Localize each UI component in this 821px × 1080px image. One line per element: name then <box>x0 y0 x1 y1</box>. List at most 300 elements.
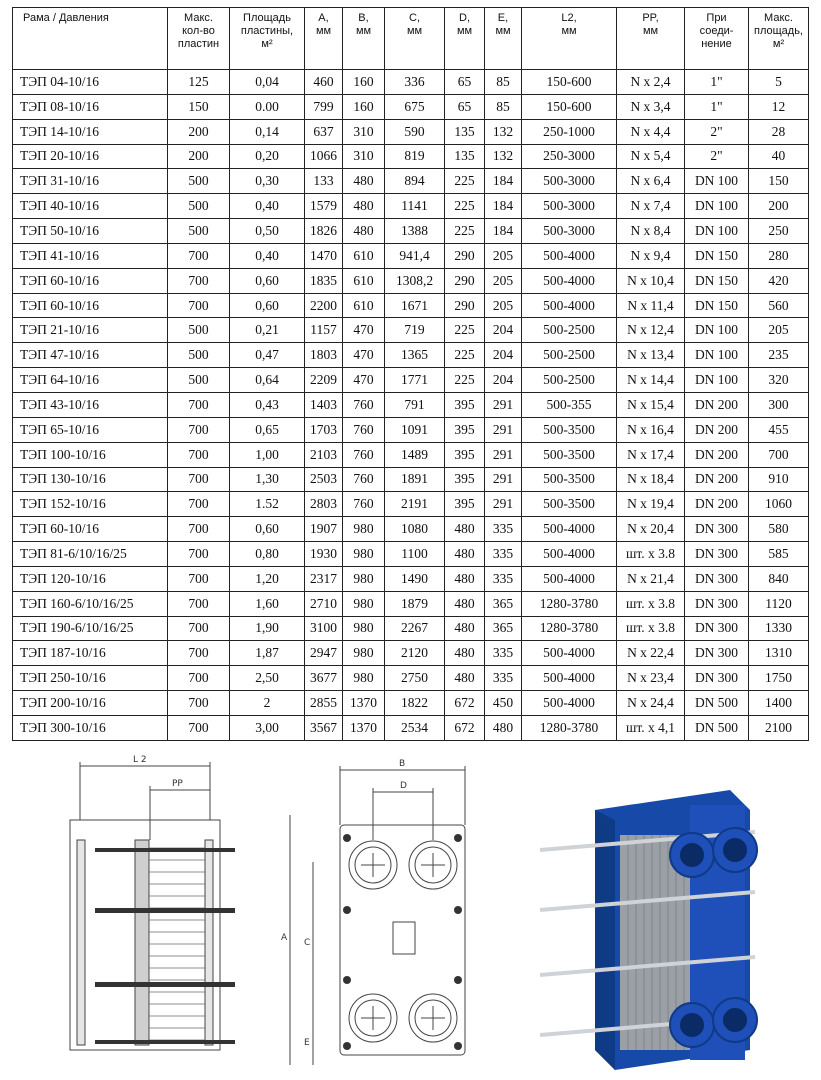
table-cell: DN 150 <box>685 243 749 268</box>
table-cell: 1157 <box>305 318 343 343</box>
table-cell: 2103 <box>305 442 343 467</box>
table-cell: 0,80 <box>230 542 305 567</box>
table-cell: 480 <box>343 169 385 194</box>
table-cell: 500-4000 <box>522 293 617 318</box>
table-cell: 700 <box>168 591 230 616</box>
column-header-line: м² <box>772 38 785 50</box>
table-cell: 395 <box>445 467 485 492</box>
table-cell: 500-4000 <box>522 517 617 542</box>
table-row <box>13 641 809 666</box>
table-cell: 200 <box>749 194 809 219</box>
table-cell: 1930 <box>305 542 343 567</box>
table-cell: DN 200 <box>685 392 749 417</box>
table-cell: 470 <box>343 368 385 393</box>
table-cell: N x 17,4 <box>617 442 685 467</box>
table-cell: 610 <box>343 243 385 268</box>
table-cell: 1579 <box>305 194 343 219</box>
column-header <box>445 8 485 70</box>
table-cell: N x 2,4 <box>617 70 685 95</box>
table-row <box>13 517 809 542</box>
table-cell: 2,50 <box>230 666 305 691</box>
table-cell: 500-3500 <box>522 467 617 492</box>
table-cell: DN 100 <box>685 318 749 343</box>
table-cell: 2209 <box>305 368 343 393</box>
table-cell: 672 <box>445 715 485 740</box>
dim-c-label: C <box>304 938 311 948</box>
table-cell: 700 <box>168 243 230 268</box>
table-cell: 1310 <box>749 641 809 666</box>
table-cell: 290 <box>445 293 485 318</box>
table-cell: 2191 <box>385 492 445 517</box>
table-cell: 480 <box>445 591 485 616</box>
model-name-cell: ТЭП 65-10/16 <box>13 417 168 442</box>
table-cell: 1400 <box>749 691 809 716</box>
model-name-cell: ТЭП 04-10/16 <box>13 70 168 95</box>
table-cell: 500-2500 <box>522 343 617 368</box>
table-cell: 395 <box>445 392 485 417</box>
model-name-cell: ТЭП 187-10/16 <box>13 641 168 666</box>
table-cell: 205 <box>749 318 809 343</box>
table-header-row <box>13 8 809 70</box>
table-cell: 1060 <box>749 492 809 517</box>
column-header-line: Площадь <box>243 12 291 24</box>
table-cell: N x 11,4 <box>617 293 685 318</box>
model-name-cell: ТЭП 50-10/16 <box>13 219 168 244</box>
table-cell: 480 <box>445 641 485 666</box>
table-cell: 1330 <box>749 616 809 641</box>
table-cell: 65 <box>445 70 485 95</box>
table-row <box>13 194 809 219</box>
table-cell: 941,4 <box>385 243 445 268</box>
table-cell: 291 <box>485 417 522 442</box>
table-cell: DN 200 <box>685 492 749 517</box>
column-header <box>305 8 343 70</box>
table-cell: 0,60 <box>230 268 305 293</box>
model-name-cell: ТЭП 130-10/16 <box>13 467 168 492</box>
table-cell: DN 100 <box>685 219 749 244</box>
column-header <box>230 8 305 70</box>
table-cell: 760 <box>343 492 385 517</box>
table-cell: 365 <box>485 591 522 616</box>
column-header-line: При <box>706 12 727 24</box>
table-cell: 225 <box>445 169 485 194</box>
model-name-cell: ТЭП 47-10/16 <box>13 343 168 368</box>
table-cell: 1879 <box>385 591 445 616</box>
table-cell: DN 300 <box>685 566 749 591</box>
table-row <box>13 94 809 119</box>
table-cell: 1308,2 <box>385 268 445 293</box>
table-cell: 300 <box>749 392 809 417</box>
table-cell: 65 <box>445 94 485 119</box>
table-cell: 480 <box>445 542 485 567</box>
table-row <box>13 542 809 567</box>
table-cell: 150-600 <box>522 70 617 95</box>
table-cell: 1,87 <box>230 641 305 666</box>
table-row <box>13 591 809 616</box>
table-cell: 0,65 <box>230 417 305 442</box>
table-cell: 225 <box>445 343 485 368</box>
table-cell: N x 15,4 <box>617 392 685 417</box>
table-row <box>13 119 809 144</box>
table-cell: 200 <box>168 119 230 144</box>
table-cell: N x 23,4 <box>617 666 685 691</box>
table-cell: 420 <box>749 268 809 293</box>
table-cell: 3100 <box>305 616 343 641</box>
table-cell: 500 <box>168 368 230 393</box>
table-cell: 0,40 <box>230 243 305 268</box>
table-cell: N x 8,4 <box>617 219 685 244</box>
table-cell: DN 150 <box>685 293 749 318</box>
table-cell: 1365 <box>385 343 445 368</box>
table-cell: 1" <box>685 94 749 119</box>
table-cell: 0,64 <box>230 368 305 393</box>
table-cell: 2947 <box>305 641 343 666</box>
table-cell: 1470 <box>305 243 343 268</box>
table-cell: 184 <box>485 219 522 244</box>
table-row <box>13 616 809 641</box>
table-cell: шт. х 3.8 <box>617 591 685 616</box>
table-cell: 0.00 <box>230 94 305 119</box>
table-cell: 1490 <box>385 566 445 591</box>
table-cell: 291 <box>485 467 522 492</box>
table-row <box>13 268 809 293</box>
table-cell: 205 <box>485 243 522 268</box>
table-cell: 335 <box>485 641 522 666</box>
table-cell: 3677 <box>305 666 343 691</box>
column-header-line: Рама / Давления <box>23 12 109 24</box>
table-cell: 1120 <box>749 591 809 616</box>
table-cell: DN 200 <box>685 467 749 492</box>
table-cell: 184 <box>485 194 522 219</box>
table-cell: 1370 <box>343 691 385 716</box>
table-cell: 2100 <box>749 715 809 740</box>
table-cell: DN 100 <box>685 169 749 194</box>
table-row <box>13 293 809 318</box>
table-cell: 580 <box>749 517 809 542</box>
table-cell: 470 <box>343 343 385 368</box>
table-cell: 700 <box>168 442 230 467</box>
table-cell: 1141 <box>385 194 445 219</box>
table-cell: 894 <box>385 169 445 194</box>
dim-l2-label: L 2 <box>133 755 147 765</box>
table-cell: 980 <box>343 666 385 691</box>
table-cell: 700 <box>168 417 230 442</box>
table-cell: 1091 <box>385 417 445 442</box>
table-cell: 700 <box>168 566 230 591</box>
table-cell: 132 <box>485 119 522 144</box>
table-cell: 12 <box>749 94 809 119</box>
table-cell: 2855 <box>305 691 343 716</box>
table-cell: 455 <box>749 417 809 442</box>
table-cell: 585 <box>749 542 809 567</box>
table-cell: 291 <box>485 442 522 467</box>
table-cell: DN 100 <box>685 343 749 368</box>
table-cell: 590 <box>385 119 445 144</box>
column-header-line: нение <box>701 38 732 50</box>
table-cell: 500-4000 <box>522 243 617 268</box>
column-header-line: мм <box>406 25 423 37</box>
table-cell: 0,40 <box>230 194 305 219</box>
table-row <box>13 492 809 517</box>
model-name-cell: ТЭП 250-10/16 <box>13 666 168 691</box>
table-cell: 0,14 <box>230 119 305 144</box>
table-cell: 500-2500 <box>522 318 617 343</box>
table-cell: 700 <box>168 392 230 417</box>
column-header-line: мм <box>456 25 473 37</box>
table-cell: 204 <box>485 368 522 393</box>
table-row <box>13 666 809 691</box>
model-name-cell: ТЭП 64-10/16 <box>13 368 168 393</box>
table-cell: 500-4000 <box>522 566 617 591</box>
table-cell: 335 <box>485 542 522 567</box>
table-cell: 719 <box>385 318 445 343</box>
model-name-cell: ТЭП 81-6/10/16/25 <box>13 542 168 567</box>
table-cell: 700 <box>168 616 230 641</box>
table-cell: 1,20 <box>230 566 305 591</box>
table-cell: 204 <box>485 343 522 368</box>
table-cell: 0,60 <box>230 293 305 318</box>
table-cell: 1388 <box>385 219 445 244</box>
table-cell: N x 10,4 <box>617 268 685 293</box>
table-cell: 1280-3780 <box>522 616 617 641</box>
table-cell: DN 300 <box>685 517 749 542</box>
model-name-cell: ТЭП 43-10/16 <box>13 392 168 417</box>
table-cell: 0,20 <box>230 144 305 169</box>
table-cell: N x 14,4 <box>617 368 685 393</box>
table-cell: 0,30 <box>230 169 305 194</box>
table-cell: 2 <box>230 691 305 716</box>
table-cell: 700 <box>168 517 230 542</box>
table-cell: 980 <box>343 542 385 567</box>
table-cell: 310 <box>343 144 385 169</box>
column-header-line: мм <box>355 25 372 37</box>
table-cell: 760 <box>343 442 385 467</box>
table-row <box>13 144 809 169</box>
table-cell: 135 <box>445 144 485 169</box>
model-name-cell: ТЭП 120-10/16 <box>13 566 168 591</box>
table-cell: DN 200 <box>685 442 749 467</box>
column-header-line: пластин <box>177 38 220 50</box>
table-cell: 365 <box>485 616 522 641</box>
table-cell: 2200 <box>305 293 343 318</box>
model-name-cell: ТЭП 41-10/16 <box>13 243 168 268</box>
table-cell: 2267 <box>385 616 445 641</box>
table-row <box>13 318 809 343</box>
table-cell: 150 <box>749 169 809 194</box>
table-cell: 1,60 <box>230 591 305 616</box>
table-cell: 1835 <box>305 268 343 293</box>
table-cell: 480 <box>343 219 385 244</box>
table-cell: 700 <box>168 715 230 740</box>
side-view-drawing <box>55 750 255 1070</box>
table-cell: 5 <box>749 70 809 95</box>
table-cell: 335 <box>485 566 522 591</box>
table-cell: 760 <box>343 417 385 442</box>
table-cell: 700 <box>749 442 809 467</box>
table-cell: 2" <box>685 144 749 169</box>
table-cell: 85 <box>485 70 522 95</box>
table-row <box>13 417 809 442</box>
table-cell: 1,30 <box>230 467 305 492</box>
dim-pp-label: PP <box>172 779 183 789</box>
table-cell: 700 <box>168 492 230 517</box>
table-cell: DN 300 <box>685 666 749 691</box>
column-header-line: D, <box>459 12 470 24</box>
column-header <box>13 8 168 70</box>
table-cell: 2120 <box>385 641 445 666</box>
dim-b-label: B <box>399 759 406 769</box>
table-cell: 799 <box>305 94 343 119</box>
table-cell: 125 <box>168 70 230 95</box>
table-cell: 1,00 <box>230 442 305 467</box>
column-header-line: Е, <box>497 12 509 24</box>
model-name-cell: ТЭП 60-10/16 <box>13 293 168 318</box>
table-cell: 2503 <box>305 467 343 492</box>
table-cell: 160 <box>343 70 385 95</box>
table-cell: 500 <box>168 194 230 219</box>
column-header <box>343 8 385 70</box>
model-name-cell: ТЭП 20-10/16 <box>13 144 168 169</box>
table-cell: DN 300 <box>685 591 749 616</box>
model-name-cell: ТЭП 160-6/10/16/25 <box>13 591 168 616</box>
table-row <box>13 442 809 467</box>
table-row <box>13 566 809 591</box>
table-cell: 560 <box>749 293 809 318</box>
table-cell: 310 <box>343 119 385 144</box>
table-cell: шт. х 4,1 <box>617 715 685 740</box>
table-cell: 1803 <box>305 343 343 368</box>
table-cell: 0,60 <box>230 517 305 542</box>
table-cell: 480 <box>445 566 485 591</box>
column-header-line: PP, <box>642 12 659 24</box>
table-cell: 910 <box>749 467 809 492</box>
table-cell: 700 <box>168 467 230 492</box>
column-header-line: мм <box>315 25 332 37</box>
table-body <box>13 70 809 741</box>
table-cell: DN 300 <box>685 542 749 567</box>
table-cell: 3567 <box>305 715 343 740</box>
table-cell: N x 13,4 <box>617 343 685 368</box>
table-cell: 1080 <box>385 517 445 542</box>
table-cell: 700 <box>168 268 230 293</box>
column-header <box>617 8 685 70</box>
table-cell: шт. х 3.8 <box>617 542 685 567</box>
table-cell: 500-4000 <box>522 268 617 293</box>
column-header-line: Макс. <box>184 12 213 24</box>
column-header-line: пластины, <box>240 25 294 37</box>
table-cell: DN 500 <box>685 691 749 716</box>
column-header-line: L2, <box>561 12 577 24</box>
table-cell: 460 <box>305 70 343 95</box>
column-header-line: Макс. <box>764 12 793 24</box>
column-header-line: м² <box>261 38 273 50</box>
dim-a-label: A <box>281 933 288 943</box>
table-cell: 2710 <box>305 591 343 616</box>
table-cell: N x 3,4 <box>617 94 685 119</box>
table-cell: 250-3000 <box>522 144 617 169</box>
table-cell: 335 <box>485 666 522 691</box>
table-cell: 980 <box>343 616 385 641</box>
model-name-cell: ТЭП 31-10/16 <box>13 169 168 194</box>
table-cell: 1907 <box>305 517 343 542</box>
table-cell: N x 5,4 <box>617 144 685 169</box>
table-cell: 500-4000 <box>522 666 617 691</box>
table-cell: 1403 <box>305 392 343 417</box>
table-cell: 150 <box>168 94 230 119</box>
table-cell: 760 <box>343 467 385 492</box>
table-cell: N x 20,4 <box>617 517 685 542</box>
table-cell: 480 <box>445 517 485 542</box>
table-cell: 760 <box>343 392 385 417</box>
table-cell: 500-3500 <box>522 492 617 517</box>
table-cell: 980 <box>343 566 385 591</box>
diagrams-area <box>0 750 821 1080</box>
table-cell: DN 300 <box>685 641 749 666</box>
table-cell: 980 <box>343 641 385 666</box>
table-row <box>13 219 809 244</box>
table-row <box>13 169 809 194</box>
table-cell: 1750 <box>749 666 809 691</box>
table-row <box>13 467 809 492</box>
table-cell: 1,90 <box>230 616 305 641</box>
column-header-line: В, <box>358 12 369 24</box>
table-cell: 500 <box>168 343 230 368</box>
table-cell: 672 <box>445 691 485 716</box>
table-cell: 500 <box>168 318 230 343</box>
table-cell: 290 <box>445 243 485 268</box>
table-cell: N x 18,4 <box>617 467 685 492</box>
table-cell: 700 <box>168 691 230 716</box>
table-cell: 700 <box>168 293 230 318</box>
table-cell: 500-4000 <box>522 542 617 567</box>
model-name-cell: ТЭП 200-10/16 <box>13 691 168 716</box>
table-cell: 500-4000 <box>522 641 617 666</box>
table-cell: 610 <box>343 293 385 318</box>
column-header-line: С, <box>409 12 420 24</box>
table-row <box>13 392 809 417</box>
table-cell: 320 <box>749 368 809 393</box>
table-cell: 280 <box>749 243 809 268</box>
table-cell: 840 <box>749 566 809 591</box>
table-cell: 135 <box>445 119 485 144</box>
table-cell: 2" <box>685 119 749 144</box>
table-cell: 290 <box>445 268 485 293</box>
table-cell: 480 <box>343 194 385 219</box>
column-header <box>522 8 617 70</box>
table-cell: 637 <box>305 119 343 144</box>
model-name-cell: ТЭП 08-10/16 <box>13 94 168 119</box>
table-cell: 235 <box>749 343 809 368</box>
table-row <box>13 368 809 393</box>
table-cell: 1671 <box>385 293 445 318</box>
table-cell: 204 <box>485 318 522 343</box>
table-cell: N x 22,4 <box>617 641 685 666</box>
table-cell: 1.52 <box>230 492 305 517</box>
table-cell: 225 <box>445 219 485 244</box>
table-cell: 395 <box>445 442 485 467</box>
spec-table <box>12 7 809 741</box>
table-cell: 0,43 <box>230 392 305 417</box>
heat-exchanger-photo <box>520 750 780 1075</box>
table-cell: 500 <box>168 169 230 194</box>
table-cell: 160 <box>343 94 385 119</box>
table-cell: DN 150 <box>685 268 749 293</box>
table-cell: 610 <box>343 268 385 293</box>
table-cell: N x 7,4 <box>617 194 685 219</box>
table-cell: 40 <box>749 144 809 169</box>
table-cell: N x 12,4 <box>617 318 685 343</box>
table-cell: 480 <box>445 616 485 641</box>
